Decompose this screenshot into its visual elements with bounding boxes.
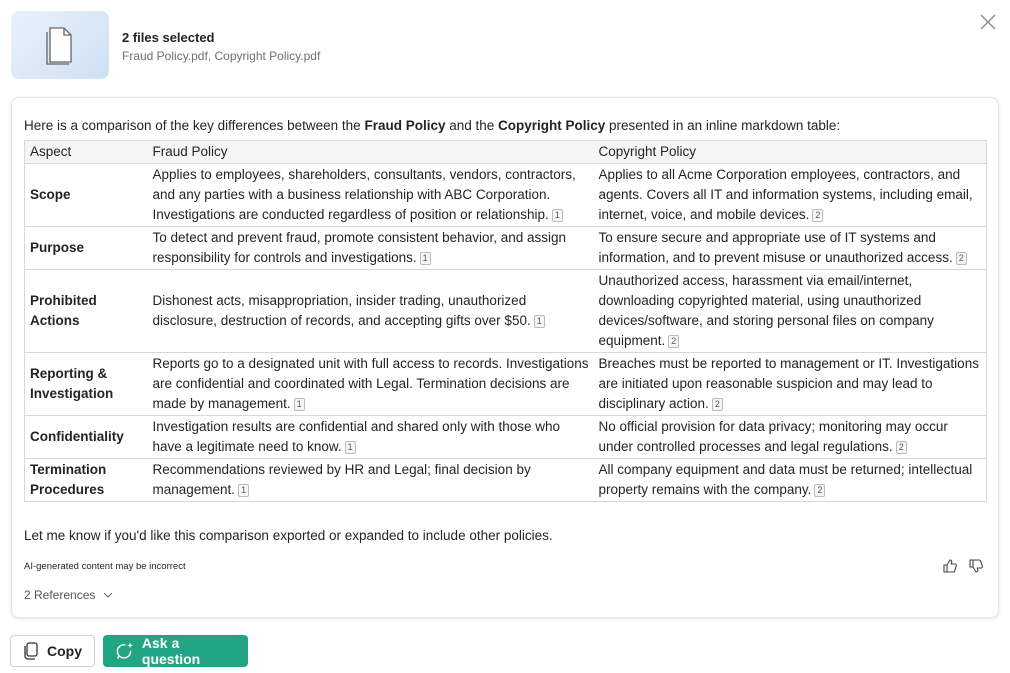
thumbs-down-icon[interactable]	[968, 558, 984, 574]
table-row	[25, 416, 987, 459]
cell-text: All company equipment and data must be returned; intellectual property remains with the company.	[598, 462, 973, 497]
citation-badge[interactable]: 1	[420, 252, 431, 265]
citation-badge[interactable]: 1	[238, 484, 249, 497]
fraud-cell	[148, 227, 594, 270]
citation-badge[interactable]: 2	[812, 209, 823, 222]
cell-text: Reports go to a designated unit with full access to records. Investigations are confidential and coordinated with Legal. Termination decisions are made by management.	[152, 356, 589, 411]
aspect-cell: Prohibited Actions	[25, 270, 148, 353]
cell-text: Breaches must be reported to management or IT. Investigations are initiated upon reasonable suspicion and may lead to disciplinary action.	[598, 356, 979, 411]
table-row	[25, 270, 987, 353]
documents-icon	[44, 27, 74, 67]
citation-badge[interactable]: 2	[712, 398, 723, 411]
cell-text: Applies to all Acme Corporation employees, contractors, and agents. Covers all IT and information systems, including email, internet, voice, and mobile devices.	[598, 167, 973, 222]
copyright-cell	[594, 227, 987, 270]
table-row	[25, 353, 987, 416]
citation-badge[interactable]: 1	[345, 441, 356, 454]
fraud-cell	[148, 164, 594, 227]
copy-icon	[23, 642, 39, 660]
file-thumbnail	[11, 11, 109, 79]
cell-text: To detect and prevent fraud, promote consistent behavior, and assign responsibility for controls and investigations.	[152, 230, 567, 265]
fraud-cell	[148, 416, 594, 459]
copyright-cell	[594, 416, 987, 459]
citation-badge[interactable]: 2	[896, 441, 907, 454]
fraud-cell	[148, 459, 594, 502]
files-title: 2 files selected	[122, 30, 215, 45]
comparison-table	[24, 140, 987, 502]
cell-text: Investigation results are confidential and shared only with those who have a legitimate need to know.	[152, 419, 560, 454]
response-card	[11, 97, 999, 618]
aspect-cell: Reporting & Investigation	[25, 353, 148, 416]
column-header: Aspect	[25, 141, 148, 164]
copyright-cell	[594, 164, 987, 227]
disclaimer: AI-generated content may be incorrect	[24, 561, 186, 572]
citation-badge[interactable]: 1	[294, 398, 305, 411]
cell-text: No official provision for data privacy; monitoring may occur under controlled processes and legal regulations.	[598, 419, 948, 454]
outro-text: Let me know if you'd like this comparison exported or expanded to include other policies.	[24, 528, 553, 543]
citation-badge[interactable]: 2	[956, 252, 967, 265]
thumbs-up-icon[interactable]	[942, 558, 958, 574]
table-row	[25, 164, 987, 227]
file-names: Fraud Policy.pdf, Copyright Policy.pdf	[122, 49, 321, 63]
aspect-cell: Termination Procedures	[25, 459, 148, 502]
citation-badge[interactable]: 1	[534, 315, 545, 328]
references-toggle[interactable]: 2 References	[24, 588, 113, 602]
copy-button[interactable]: Copy	[10, 635, 95, 667]
copyright-cell	[594, 459, 987, 502]
column-header: Copyright Policy	[594, 141, 987, 164]
aspect-cell: Scope	[25, 164, 148, 227]
copyright-cell	[594, 270, 987, 353]
ask-question-button[interactable]: Ask a question	[103, 635, 248, 667]
chevron-down-icon	[103, 591, 113, 599]
aspect-cell: Confidentiality	[25, 416, 148, 459]
aspect-cell: Purpose	[25, 227, 148, 270]
cell-text: Applies to employees, shareholders, consultants, vendors, contractors, and any parties with a business relationship with ABC Corporation. Investigations are conducted regardless of position or relationship.	[152, 167, 576, 222]
close-icon[interactable]	[979, 13, 997, 31]
cell-text: Recommendations reviewed by HR and Legal; final decision by management.	[152, 462, 531, 497]
table-row	[25, 227, 987, 270]
intro-text: Here is a comparison of the key differences between the Fraud Policy and the Copyright Policy presented in an inline markdown table:	[24, 118, 841, 133]
citation-badge[interactable]: 2	[814, 484, 825, 497]
fraud-cell	[148, 353, 594, 416]
chat-sparkle-icon	[115, 641, 134, 661]
column-header: Fraud Policy	[148, 141, 594, 164]
citation-badge[interactable]: 2	[668, 335, 679, 348]
citation-badge[interactable]: 1	[552, 209, 563, 222]
fraud-cell	[148, 270, 594, 353]
copyright-cell	[594, 353, 987, 416]
cell-text: Dishonest acts, misappropriation, insider trading, unauthorized disclosure, destruction of records, and accepting gifts over $50.	[152, 293, 531, 328]
cell-text: Unauthorized access, harassment via email/internet, downloading copyrighted material, using unauthorized devices/software, and storing personal files on company equipment.	[598, 273, 934, 348]
cell-text: To ensure secure and appropriate use of IT systems and information, and to prevent misuse or unauthorized access.	[598, 230, 953, 265]
table-row	[25, 459, 987, 502]
